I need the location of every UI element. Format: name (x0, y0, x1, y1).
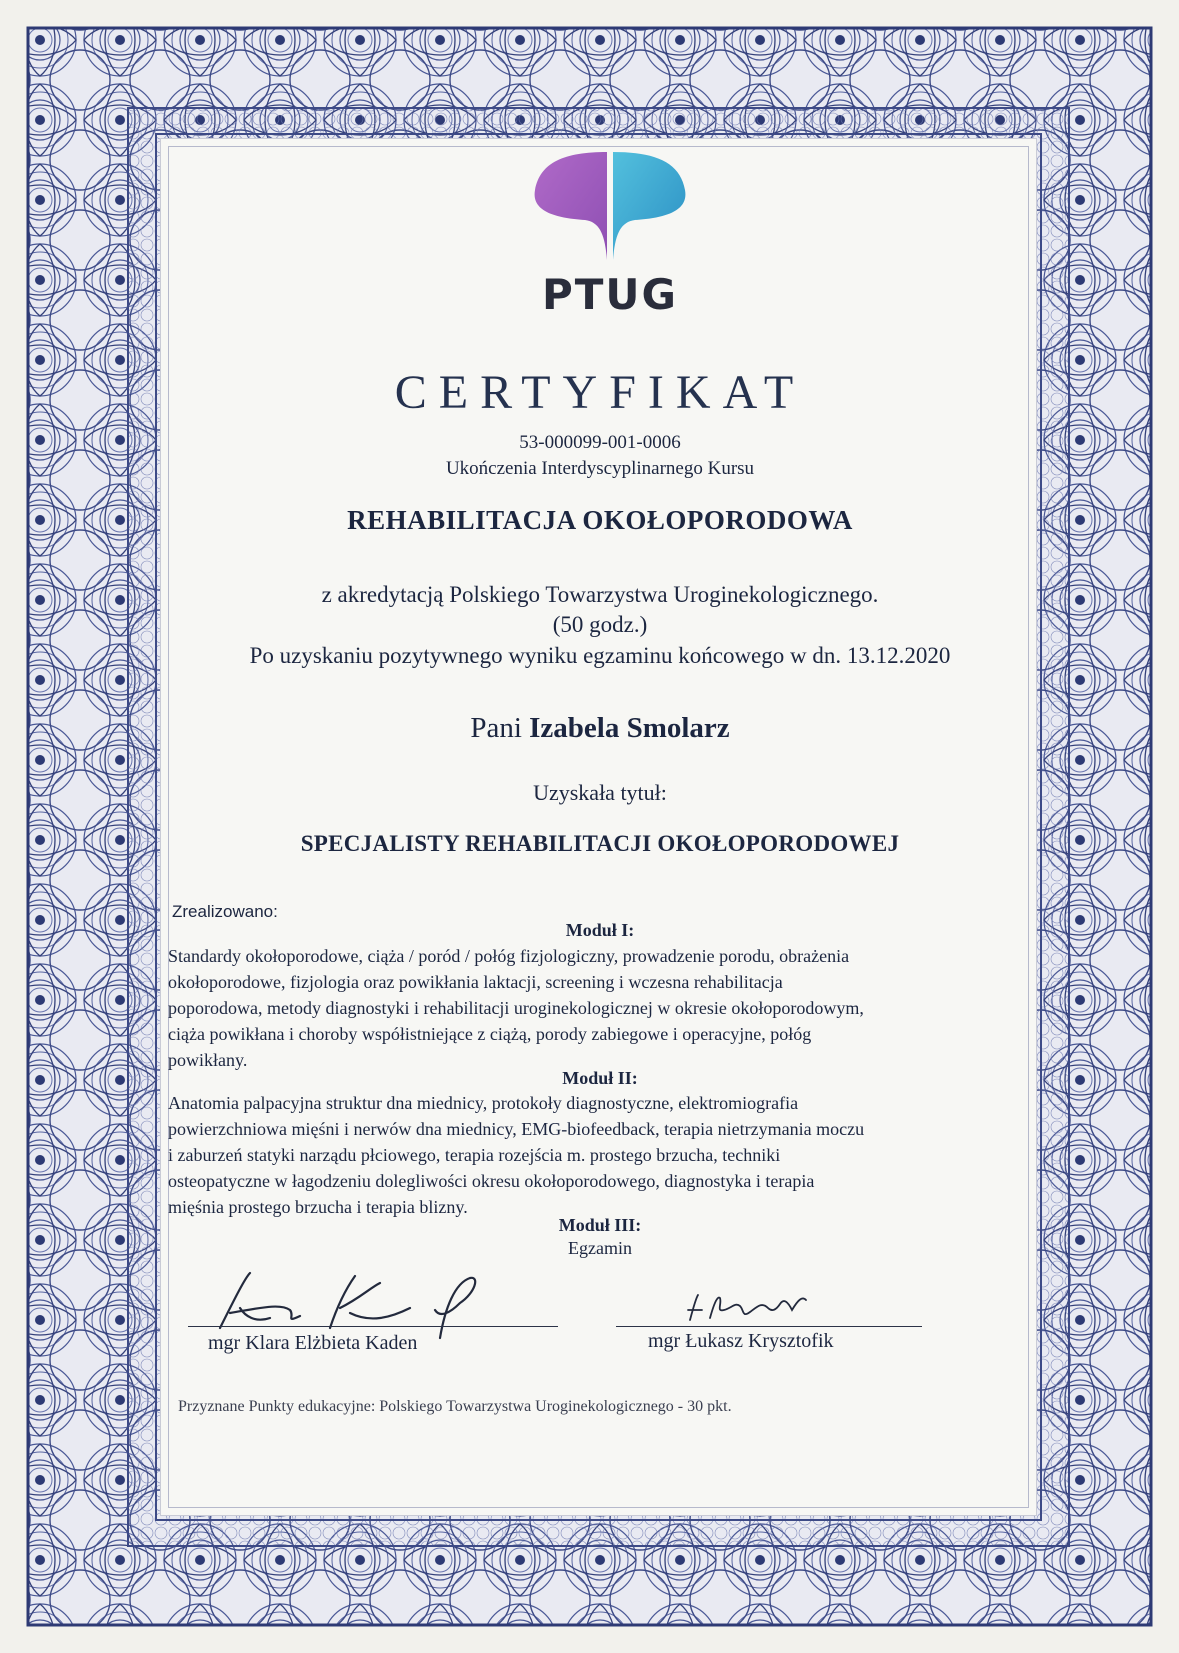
signature-line-left (188, 1326, 558, 1327)
module-2-line: powierzchniowa mięśni i nerwów dna miednicy, EMG-biofeedback, terapia nietrzymania moczu (168, 1119, 865, 1139)
course-hours: (50 godz.) (552, 612, 648, 637)
module-3-heading: Moduł III: (558, 1215, 642, 1235)
recipient-name: Izabela Smolarz (529, 712, 730, 744)
module-2-line: osteopatyczne w łagodzeniu dolegliwości okresu okołoporodowego, diagnostyka i terapia (168, 1171, 815, 1191)
module-1-line: okołoporodowe, fizjologia oraz powikłania laktacji, screening i wczesna rehabilitacja (168, 972, 783, 992)
exam-date-text: Po uzyskaniu pozytywnego wyniku egzaminu końcowego w dn. 13.12.2020 (249, 643, 951, 668)
module-2-heading: Moduł II: (562, 1068, 638, 1088)
certificate-title: CERTYFIKAT (394, 366, 806, 419)
certificate-number: 53-000099-001-0006 (519, 432, 681, 453)
module-2-line: mięśnia prostego brzucha i terapia blizny. (168, 1197, 468, 1217)
module-2-body (168, 1090, 980, 1220)
module-1-heading: Moduł I: (565, 920, 635, 940)
module-1-line: poporodowa, metody diagnostyki i rehabilitacji uroginekologicznej w okresie okołoporodowym, (168, 998, 864, 1018)
realized-label: Zrealizowano: (172, 902, 278, 921)
module-2-line: Anatomia palpacyjna struktur dna miednicy, protokoły diagnostyczne, elektromiografia (168, 1093, 799, 1113)
salutation: Pani (470, 712, 522, 744)
earned-title: SPECJALISTY REHABILITACJI OKOŁOPORODOWEJ (300, 831, 900, 856)
accreditation-text: z akredytacją Polskiego Towarzystwa Uroginekologicznego. (321, 582, 879, 607)
recipient (170, 712, 1030, 745)
education-points: Przyznane Punkty edukacyjne: Polskiego Towarzystwa Uroginekologicznego - 30 pkt. (178, 1398, 732, 1415)
module-2-line: i zaburzeń statyki narządu płciowego, terapia rozejścia m. prostego brzucha, techniki (168, 1145, 781, 1165)
module-1-line: powikłany. (168, 1050, 248, 1070)
signatory-right: mgr Łukasz Krysztofik (648, 1330, 834, 1352)
module-1-body (168, 943, 980, 1073)
ptug-logo-mark (495, 150, 725, 270)
module-1-line: ciąża powikłana i choroby współistniejące z ciążą, porody zabiegowe i operacyjne, połóg (168, 1024, 812, 1044)
module-1-line: Standardy okołoporodowe, ciąża / poród / połóg fizjologiczny, prowadzenie porodu, obrażenia (168, 946, 850, 966)
signature-right (680, 1290, 860, 1330)
obtained-title-label: Uzyskała tytuł: (533, 780, 667, 805)
certificate-subtitle: Ukończenia Interdyscyplinarnego Kursu (445, 458, 755, 479)
signature-line-right (616, 1326, 922, 1327)
certificate-content (170, 150, 1030, 1500)
course-name: REHABILITACJA OKOŁOPORODOWA (347, 505, 853, 535)
module-3-body: Egzamin (568, 1238, 632, 1258)
logo-text: PTUG (541, 270, 678, 319)
ptug-logo (495, 150, 725, 340)
signatory-left: mgr Klara Elżbieta Kaden (208, 1332, 418, 1354)
